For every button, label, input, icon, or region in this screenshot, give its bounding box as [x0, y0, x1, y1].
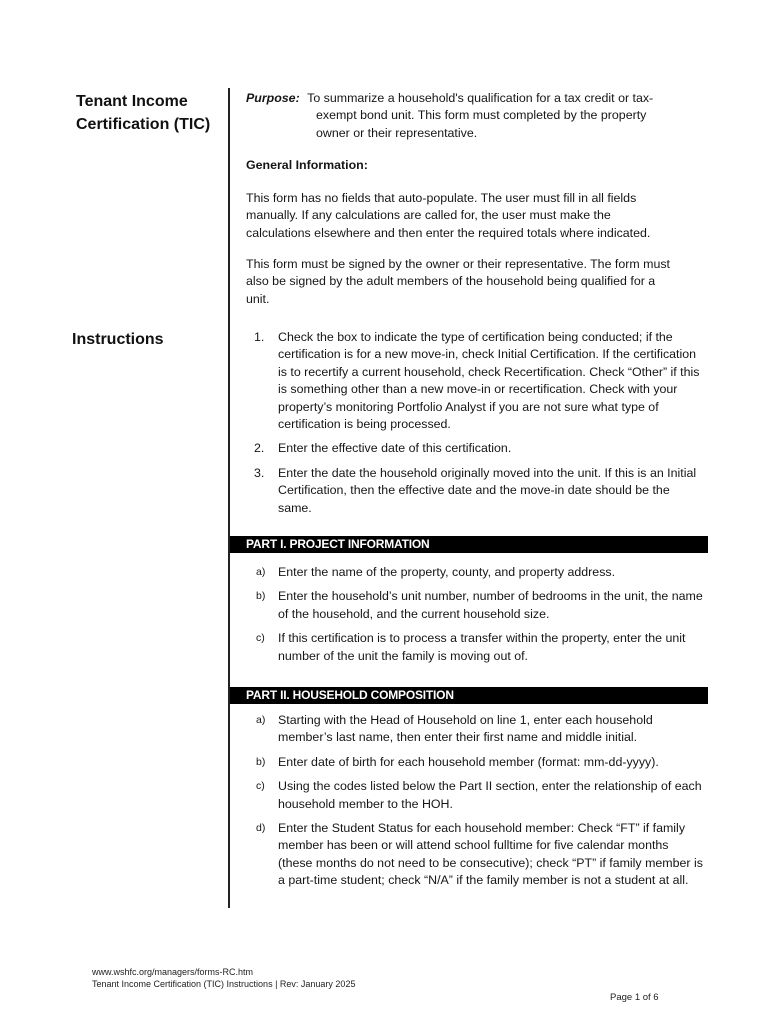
purpose-block [246, 90, 706, 142]
part2-list [246, 712, 706, 897]
purpose-line1: To summarize a household's qualification for a tax credit or tax- [307, 91, 654, 105]
list-item-text: Enter date of birth for each household member (format: mm-dd-yyyy). [278, 754, 659, 769]
list-item [246, 329, 706, 433]
list-item [246, 630, 706, 665]
list-item-text: Enter the household’s unit number, number of bedrooms in the unit, the name of the household, and the current household size. [278, 589, 703, 621]
general-info-paragraph-1: This form has no fields that auto-populate. The user must fill in all fields manually. If any calculations are called for, the user must make the calculations elsewhere and then enter the required totals where indicated. [246, 191, 651, 240]
list-item-text: Enter the name of the property, county, and property address. [278, 565, 616, 579]
list-marker: c) [256, 632, 265, 645]
list-item-text: Enter the date the household originally moved into the unit. If this is an Initial Certification, then the effective date and the move-in date should be the same. [278, 465, 697, 515]
part2-heading: PART II. HOUSEHOLD COMPOSITION [230, 687, 708, 704]
list-item [246, 465, 706, 517]
list-item-text: Starting with the Head of Household on line 1, enter each household member’s last name, then enter their first name and middle initial. [278, 713, 653, 745]
list-item [246, 778, 706, 813]
footer-url: www.wshfc.org/managers/forms-RC.htm [92, 967, 254, 977]
instructions-list [246, 329, 706, 524]
purpose-rest: exempt bond unit. This form must completed by the property owner or their representative. [316, 108, 647, 140]
purpose-label: Purpose: [246, 91, 300, 105]
list-marker: a) [256, 714, 266, 726]
list-marker: 3. [254, 465, 265, 480]
list-item-text: If this certification is to process a transfer within the property, enter the unit number of the unit the family is moving out of. [278, 631, 686, 663]
list-item-text: Using the codes listed below the Part II section, enter the relationship of each household member to the HOH. [278, 779, 702, 811]
list-marker: d) [256, 822, 266, 835]
list-marker: a) [256, 566, 266, 578]
list-marker: b) [256, 590, 266, 603]
list-item-text: Enter the effective date of this certification. [278, 441, 512, 456]
list-item [246, 588, 706, 623]
instructions-heading: Instructions [72, 331, 164, 348]
general-info-paragraph-2: This form must be signed by the owner or their representative. The form must also be signed by the adult members of the household being qualified for a unit. [246, 257, 670, 306]
list-marker: c) [256, 780, 265, 793]
part1-heading: PART I. PROJECT INFORMATION [230, 536, 708, 553]
general-info-heading: General Information: [246, 158, 368, 172]
list-item [246, 820, 706, 890]
list-item [246, 564, 706, 581]
list-item-text: Check the box to indicate the type of certification being conducted; if the certification is for a new move-in, check Initial Certification. If the certification is to recertify a current household, check Recertification. Check “Other” if this is something other than a new move-in or recertification. Check with your property’s monitoring Portfolio Analyst if you are not sure what type of certification is being processed. [278, 330, 700, 432]
list-marker: 2. [254, 441, 265, 456]
list-marker: 1. [254, 330, 265, 344]
list-item-text: Enter the Student Status for each household member: Check “FT” if family member has been or will attend school fulltime for five calendar months (these months do not need to be consecutive); check “PT” if family member is a part-time student; check “N/A” if the family member is not a student at all. [278, 821, 703, 888]
document-title-line2: Certification (TIC) [76, 116, 211, 133]
list-item [246, 440, 706, 457]
list-item [246, 712, 706, 747]
list-marker: b) [256, 755, 266, 768]
document-title-line1: Tenant Income [76, 93, 188, 110]
page-number: Page 1 of 6 [610, 992, 659, 1003]
column-divider [228, 88, 230, 908]
document-title [76, 90, 226, 136]
list-item [246, 754, 706, 771]
part1-list [246, 564, 706, 672]
footer-document: Tenant Income Certification (TIC) Instructions | Rev: January 2025 [92, 979, 356, 989]
